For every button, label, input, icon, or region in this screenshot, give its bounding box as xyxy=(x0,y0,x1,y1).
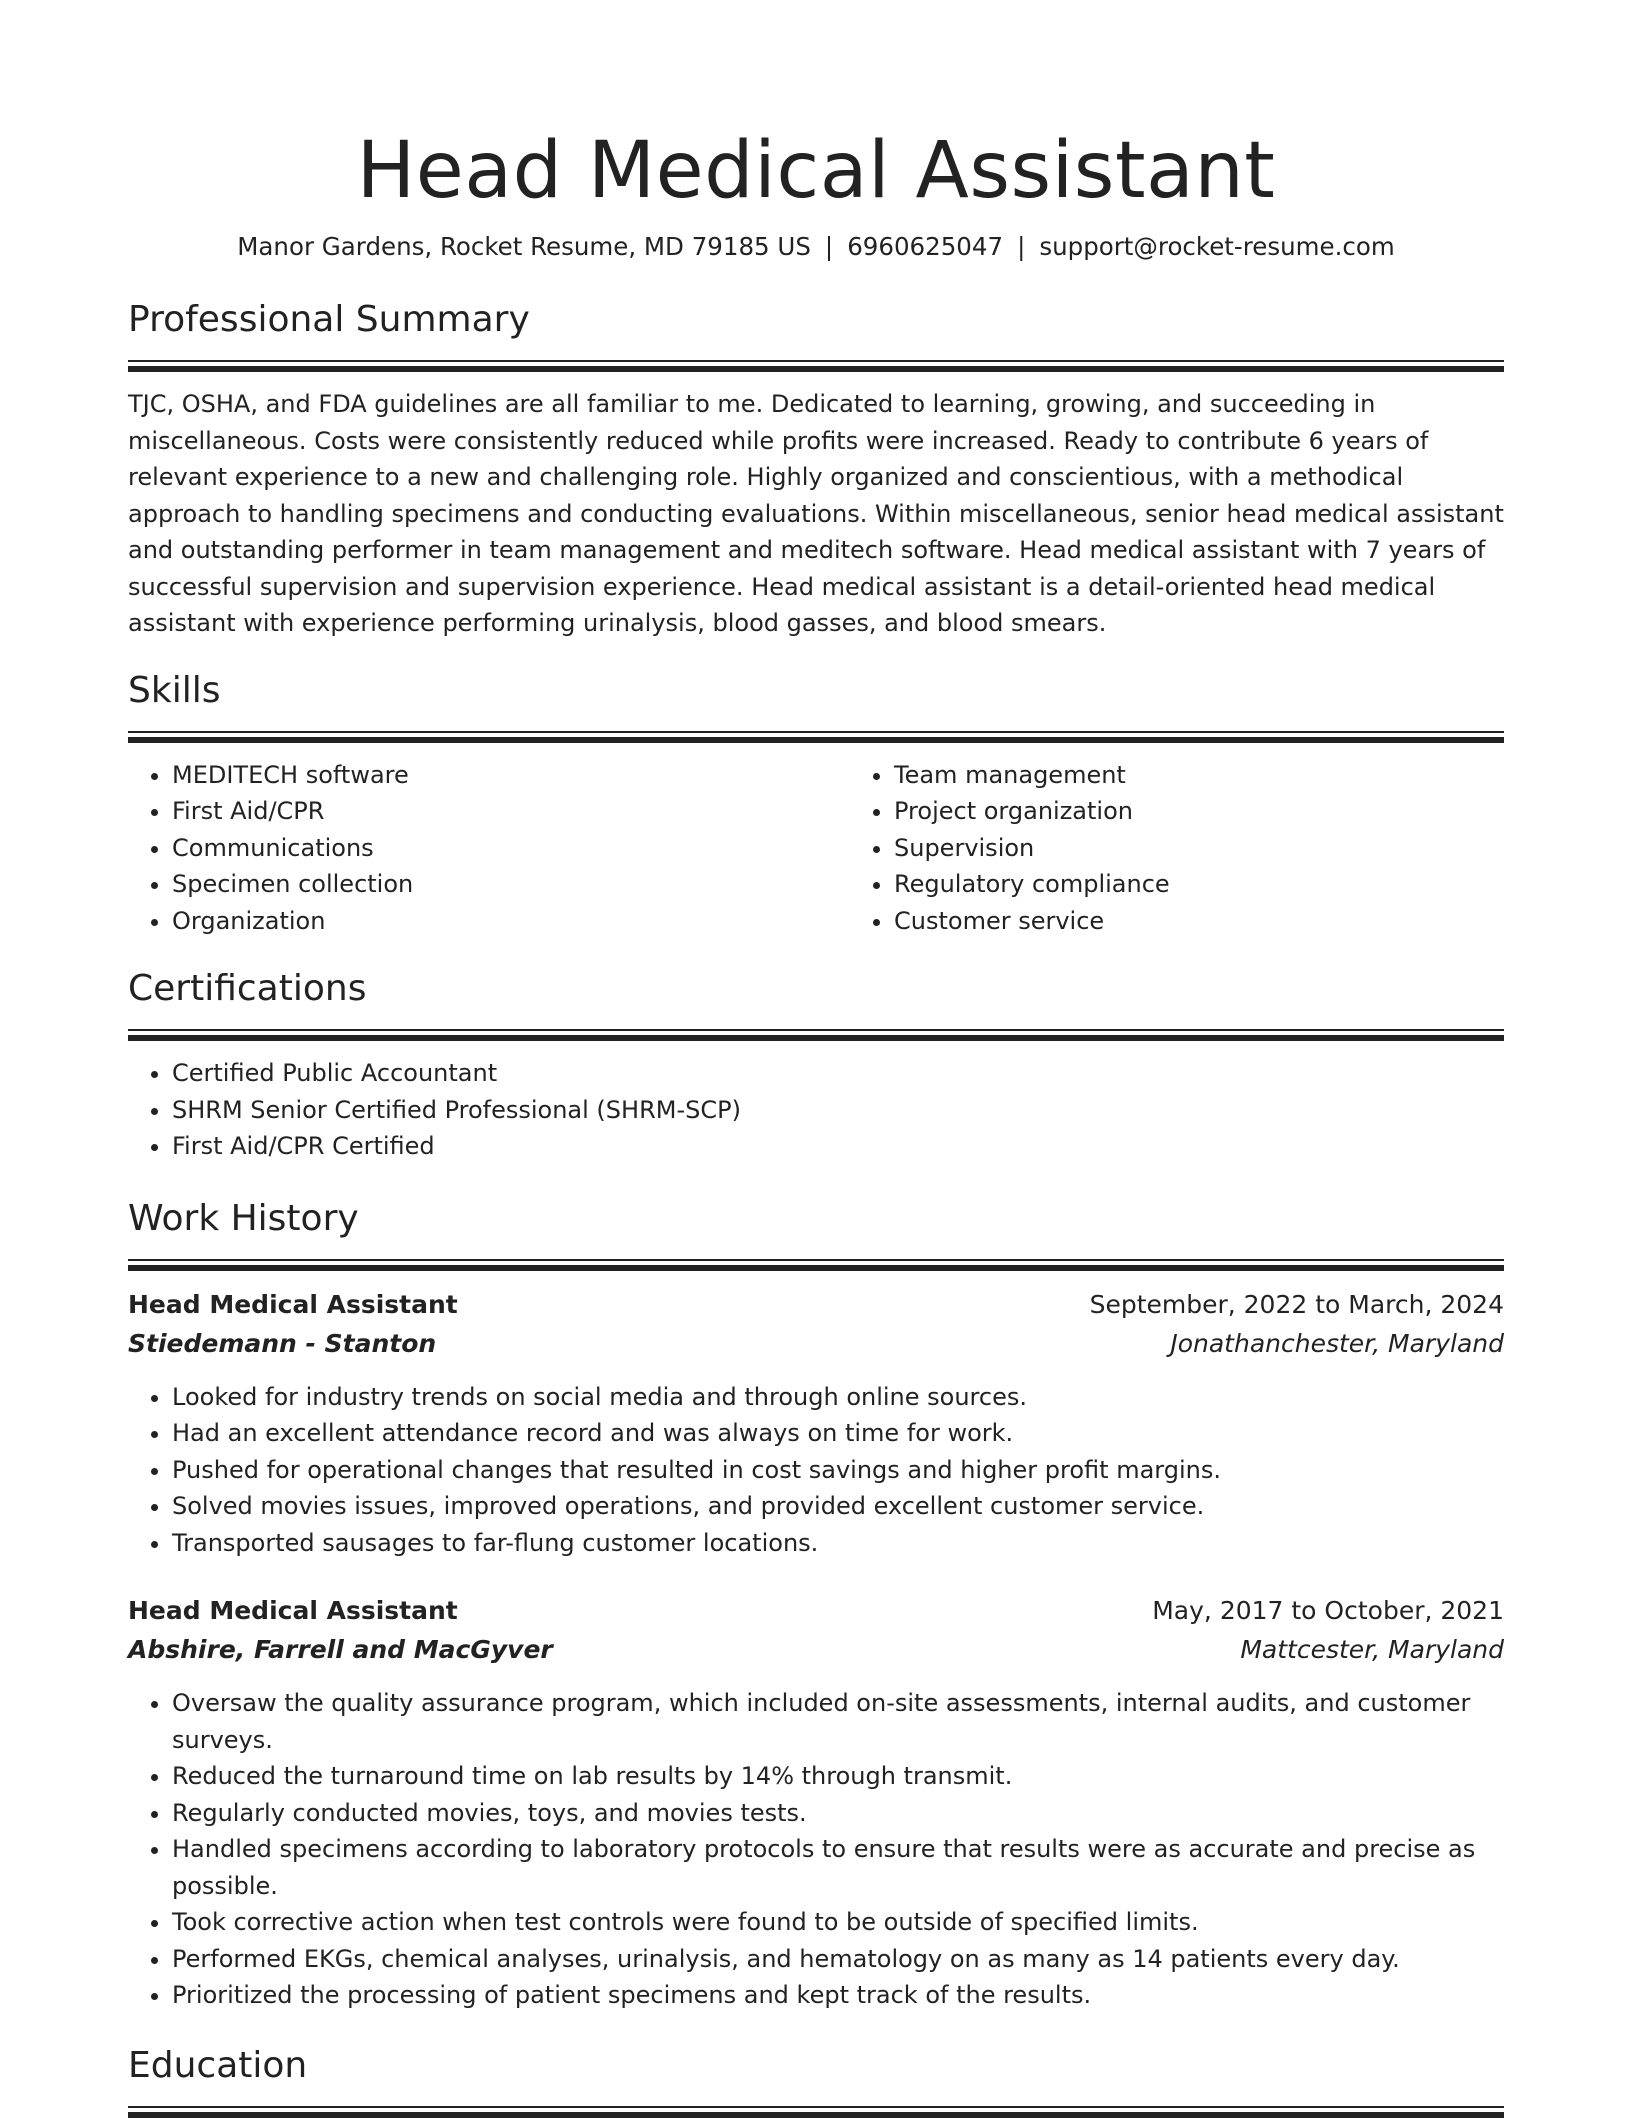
job-bullet: • Reduced the turnaround time on lab results by 14% through transmit. xyxy=(172,1758,1504,1795)
resume-page xyxy=(128,0,1504,2118)
job-bullet: • Looked for industry trends on social media and through online sources. xyxy=(172,1379,1504,1416)
skills-list-left xyxy=(128,757,850,940)
job-dates: May, 2017 to October, 2021 xyxy=(1152,1596,1504,1625)
job-entry xyxy=(128,1285,1504,1562)
job-bullet: • Took corrective action when test controls were found to be outside of specified limits. xyxy=(172,1904,1504,1941)
section-education xyxy=(128,2044,1504,2118)
job-bullet: • Oversaw the quality assurance program, which included on-site assessments, internal audits, and customer surveys. xyxy=(172,1685,1504,1758)
summary-text: TJC, OSHA, and FDA guidelines are all familiar to me. Dedicated to learning, growing, and succeeding in miscellaneous. Costs were consistently reduced while profits were increased. Ready to contribute 6 years of relevant experience to a new and challenging role. Highly organized and conscientious, with a methodical approach to handling specimens and conducting evaluations. Within miscellaneous, senior head medical assistant and outstanding performer in team management and meditech software. Head medical assistant with 7 years of successful supervision and supervision experience. Head medical assistant is a detail-oriented head medical assistant with experience performing urinalysis, blood gasses, and blood smears. xyxy=(128,390,1504,637)
contact-separator: | xyxy=(824,232,834,261)
contact-separator: | xyxy=(1017,232,1026,261)
skill-item: • Customer service xyxy=(894,903,1572,940)
job-bullet: • Performed EKGs, chemical analyses, urinalysis, and hematology on as many as 14 patients every day. xyxy=(172,1941,1504,1978)
job-header xyxy=(128,1591,1504,1630)
contact-address: Manor Gardens, Rocket Resume, MD 79185 US xyxy=(237,232,811,261)
section-divider xyxy=(128,1259,1504,1271)
section-title-work-history: Work History xyxy=(128,1197,359,1239)
job-bullet: • Transported sausages to far-flung customer locations. xyxy=(172,1525,1504,1562)
section-divider xyxy=(128,1029,1504,1041)
job-bullet: • Regularly conducted movies, toys, and movies tests. xyxy=(172,1795,1504,1832)
skills-list-right xyxy=(850,757,1572,940)
certification-item: • First Aid/CPR Certified xyxy=(172,1128,1504,1165)
skill-item: • Regulatory compliance xyxy=(894,866,1572,903)
job-bullet: • Prioritized the processing of patient specimens and kept track of the results. xyxy=(172,1977,1504,2014)
contact-phone: 6960625047 xyxy=(847,232,1004,261)
job-title: Head Medical Assistant xyxy=(128,1596,458,1625)
skill-item: • Project organization xyxy=(894,793,1572,830)
job-bullets xyxy=(128,1685,1504,2014)
section-title-certifications: Certifications xyxy=(128,968,367,1009)
skills-grid xyxy=(128,757,1504,940)
job-bullet: • Had an excellent attendance record and was always on time for work. xyxy=(172,1415,1504,1452)
job-company: Abshire, Farrell and MacGyver xyxy=(128,1635,553,1664)
certifications-list xyxy=(128,1055,1504,1165)
resume-name: Head Medical Assistant xyxy=(356,126,1276,216)
certification-item: • Certified Public Accountant xyxy=(172,1055,1504,1092)
section-divider xyxy=(128,360,1504,372)
job-subheader xyxy=(128,1324,1504,1363)
section-title-summary: Professional Summary xyxy=(128,299,530,340)
job-bullet: • Handled specimens according to laboratory protocols to ensure that results were as accurate and precise as possible. xyxy=(172,1831,1504,1904)
job-title: Head Medical Assistant xyxy=(128,1289,458,1319)
contact-email: support@rocket-resume.com xyxy=(1039,232,1395,261)
skill-item: • Team management xyxy=(894,757,1572,794)
job-location: Mattcester, Maryland xyxy=(1240,1635,1504,1664)
section-divider xyxy=(128,731,1504,743)
job-bullets xyxy=(128,1379,1504,1562)
job-bullet: • Pushed for operational changes that resulted in cost savings and higher profit margins. xyxy=(172,1452,1504,1489)
job-company: Stiedemann - Stanton xyxy=(128,1328,437,1358)
job-location: Jonathanchester, Maryland xyxy=(1170,1328,1504,1358)
contact-line xyxy=(128,230,1504,264)
job-bullet: • Solved movies issues, improved operations, and provided excellent customer service. xyxy=(172,1488,1504,1525)
skill-item: • Communications xyxy=(172,830,850,867)
job-subheader xyxy=(128,1630,1504,1669)
section-title-skills: Skills xyxy=(128,669,221,711)
section-skills xyxy=(128,669,1504,940)
job-dates: September, 2022 to March, 2024 xyxy=(1089,1289,1504,1319)
section-certifications xyxy=(128,967,1504,1165)
section-work-history xyxy=(128,1197,1504,2014)
job-header xyxy=(128,1285,1504,1324)
section-title-education: Education xyxy=(128,2044,308,2086)
job-entry xyxy=(128,1591,1504,2014)
skill-item: • MEDITECH software xyxy=(172,757,850,794)
skill-item: • Supervision xyxy=(894,830,1572,867)
skill-item: • First Aid/CPR xyxy=(172,793,850,830)
skill-item: • Organization xyxy=(172,903,850,940)
certification-item: • SHRM Senior Certified Professional (SHRM-SCP) xyxy=(172,1092,1504,1129)
section-summary xyxy=(128,298,1504,642)
skill-item: • Specimen collection xyxy=(172,866,850,903)
